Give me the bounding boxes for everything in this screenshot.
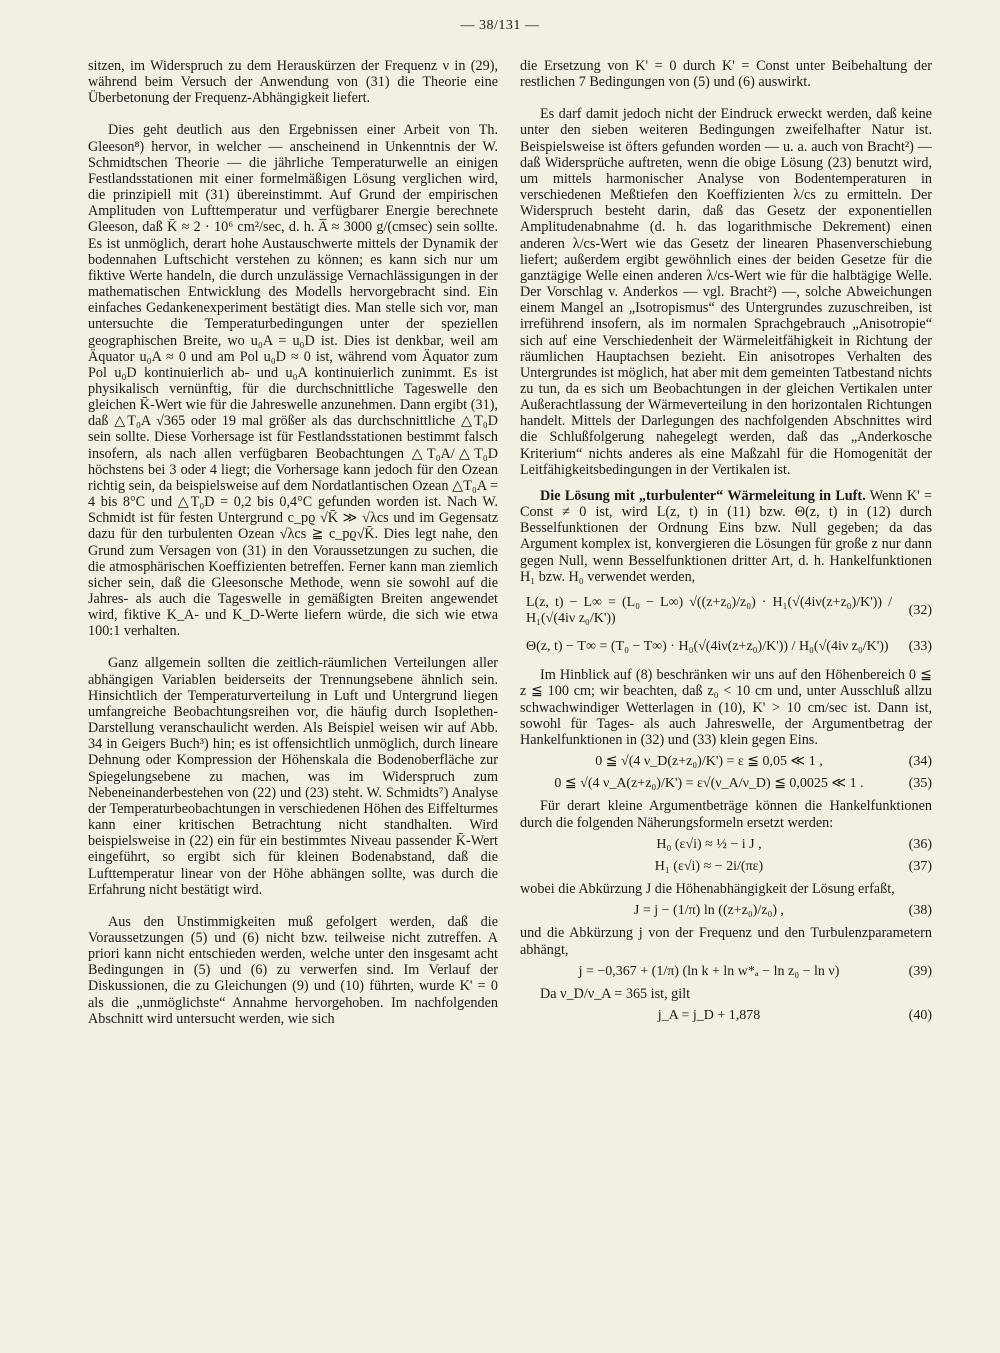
- equation-40: [520, 1008, 932, 1024]
- equation-number: (35): [908, 776, 932, 792]
- equation-body: H₁ (ε√i) ≈ − 2i/(πε): [654, 858, 764, 874]
- paragraph: Es darf damit jedoch nicht der Eindruck erweckt werden, daß keine unter den sieben weiteren Bedingungen zweifelhafter Natur ist. Beispielsweise ist öfters gefunden worden — u. a. auch von Bracht²) — daß Widersprüche auftreten, wenn die obige Lösung (23) benutzt wird, um mittels harmonischer Analyse von Bodentemperaturen in verschiedenen Meßtiefen den Koeffizienten λ/cs zu ermitteln. Der Widerspruch besteht darin, daß das Gesetz der exponentiellen Amplitudenabnahme (d. h. das logarithmische Dekrement) einen anderen λ/cs-Wert wie das Gesetz der linearen Phasenverschiebung liefert; außerdem ergibt gewöhnlich eines der beiden Gesetze für die ganztägige Welle einen anderen λ/cs-Wert wie für die halbtägige Welle. Der Vorschlag v. Anderkos — vgl. Bracht²) —, solche Abweichungen einem Mangel an „Isotropismus“ des Untergrundes zuzuschreiben, ist irreführend insofern, als im normalen Sprachgebrauch „Anisotropie“ sich auf eine Verschiedenheit der Wärmeleitfähigkeit in Richtung der räumlichen Hauptachsen bezieht. Ein anisotropes Verhalten des Untergrundes ist möglich, hat aber mit dem gemeinten Tatbestand nichts zu tun, da es sich um Beobachtungen in der gleichen Vertikalen unter Außerachtlassung der Wärmeverteilung in den horizontalen Richtungen handelt. Mittels der Darlegungen des nachfolgenden Abschnittes wird die Schlußfolgerung nahegelegt werden, daß das „Anderkosche Kriterium“ nichts anderes als eine Maßzahl für die Homogenität der Leitfähigkeitsbedingungen in der Vertikalen ist.: [520, 106, 932, 478]
- page-number: — 38/131 —: [460, 18, 540, 33]
- paragraph: Ganz allgemein sollten die zeitlich-räumlichen Verteilungen aller abhängigen Variablen beiderseits der Trennungsebene ähnlich sein. Hinsichtlich der Temperaturverteilung in Luft und Untergrund liegen umfangreiche Beobachtungsreihen vor, die häufig durch Isoplethen-Darstellung veranschaulicht werden. Als Beispiel weisen wir auf Abb. 34 in Geigers Buch³) hin; es ist offensichtlich unmöglich, durch lineare Dehnung oder Kompression der Höhenskala die Bodenoberfläche zur Spiegelungsebene zu machen, was im Widerspruch zum Nebeneinanderbestehen von (22) und (23) steht. W. Schmidts⁷) Analyse der Temperaturbeobachtungen in verschiedenen Höhen des Eiffelturmes kann einer kritischen Betrachtung nicht standhalten. Wird beispielsweise in (22) ein für ein bestimmtes Niveau passender K̄-Wert eingeführt, so ergibt sich für kleinen Bodenabstand, daß die Lufttemperatur linear von der Höhe abhängen sollte, was durch die Erfahrung nicht bestätigt wird.: [88, 655, 498, 898]
- equation-39: [520, 964, 932, 980]
- paragraph: und die Abkürzung j von der Frequenz und den Turbulenzparametern abhängt,: [520, 925, 932, 958]
- equation-body: 0 ≦ √(4 ν_A(z+z₀)/K') = ε√(ν_A/ν_D) ≦ 0,0025 ≪ 1 .: [554, 776, 864, 792]
- equation-35: [520, 776, 932, 792]
- paragraph: die Ersetzung von K' = 0 durch K' = Const unter Beibehaltung der restlichen 7 Bedingungen von (5) und (6) auswirkt.: [520, 58, 932, 91]
- paragraph-text: Wenn K' = Const ≠ 0 ist, wird L(z, t) in (11) bzw. Θ(z, t) in (12) durch Besselfunktionen der Ordnung Eins bzw. Null gegeben; da das Argument komplex ist, konvergieren die Lösungen für große z nur dann gegen Null, wenn Besselfunktionen dritter Art, d. h. Hankelfunktionen H₁ bzw. H₀ verwendet werden,: [520, 487, 932, 585]
- equation-body: H₀ (ε√i) ≈ ½ − i J ,: [656, 836, 762, 852]
- equation-32: [520, 595, 932, 627]
- equation-number: (39): [908, 963, 932, 979]
- paragraph: Da ν_D/ν_A = 365 ist, gilt: [540, 985, 691, 1002]
- equation-37: [520, 859, 932, 875]
- equation-34: [520, 754, 932, 770]
- equation-body: J = j − (1/π) ln ((z+z₀)/z₀) ,: [633, 903, 785, 919]
- equation-body: j_A = j_D + 1,878: [657, 1007, 761, 1023]
- paragraph: wobei die Abkürzung J die Höhenabhängigkeit der Lösung erfaßt,: [520, 881, 895, 898]
- equation-38: [520, 903, 932, 919]
- equation-number: (34): [908, 754, 932, 770]
- equation-number: (32): [908, 602, 932, 618]
- paragraph: Aus den Unstimmigkeiten muß gefolgert werden, daß die Voraussetzungen (5) und (6) nicht bzw. teilweise nicht zutreffen. A priori kann nicht entschieden werden, welche unter den insgesamt acht Bedingungen in (5) und (6) zu verwerfen sind. Im Verlauf der Diskussionen, die zu Gleichungen (9) und (10) führten, wurde K' = 0 als die „unmöglichste“ Annahme hervorgehoben. Im nachfolgenden Abschnitt wird untersucht werden, wie sich: [88, 913, 498, 1027]
- equation-number: (37): [908, 858, 932, 874]
- paragraph: Dies geht deutlich aus den Ergebnissen einer Arbeit von Th. Gleeson⁸) hervor, in welcher — anscheinend in Unkenntnis der W. Schmidtschen Theorie — die jährliche Temperaturwelle an einigen Festlandsstationen mit einer formelmäßigen Lösung verglichen wird, die prinzipiell mit (31) übereinstimmt. Auf Grund der empirischen Amplituden von Lufttemperatur und verfügbarer Energie berechnete Gleeson, daß K̄ ≈ 2 · 10⁶ cm²/sec, d. h. A̅ ≈ 3000 g/(cmsec) sein sollte. Es ist unmöglich, derart hohe Austauschwerte mittels der Dynamik der bodennahen Luftschicht verstehen zu können; es kann sich nur um fiktive Werte handeln, die durch unzulässige Vernachlässigungen in der mathematischen Entwicklung des Modells hervorgebracht sind. Ein einfaches Gedankenexperiment bestätigt dies. Man stelle sich vor, man untersuchte die Temperaturbedingungen unter der speziellen geographischen Breite, wo u₀A = u₀D ist. Dies ist denkbar, weil am Äquator u₀A ≈ 0 und am Pol u₀D ≈ 0 ist, während vom Äquator zum Pol u₀D kontinuierlich ab- und u₀A kontinuierlich zunimmt. Es ist physikalisch vernünftig, für die durchschnittliche Tageswelle den gleichen K̄-Wert wie für die Jahreswelle anzunehmen. Dann ergibt (31), daß △T₀A √365 oder 19 mal größer als das durchschnittliche △T₀D sein sollte. Diese Vorhersage ist für Festlandsstationen bestimmt falsch insofern, als nach allen verfügbaren Beobachtungen △T₀A/△T₀D höchstens bei 3 oder 4 liegt; die Vorhersage kann jedoch für den Ozean richtig sein, da beispielsweise auf dem Nordatlantischen Ozean △T₀A = 4 bis 8°C und △T₀D = 0,2 bis 0,4°C gefunden worden ist. Nach W. Schmidt ist für festen Untergrund c_pϱ √K̄ ≫ √λcs und im Gegensatz dazu für den turbulenten Ozean √λcs ≧ c_pϱ√K̄. Dies legt nahe, den Grund zum Versagen von (31) in den Voraussetzungen zu suchen, die die atmosphärischen Koeffizienten betreffen. Ferner kann man ziemlich sicher sein, daß die Gleesonsche Methode, wenn sie sowohl auf die Jahres- als auch die Tageswelle in gemäßigten Breiten angewendet wird, fiktive K_A- und K_D-Werte liefern würde, die sich wie etwa 100:1 verhalten.: [88, 122, 498, 640]
- equation-body: Θ(z, t) − T∞ = (T₀ − T∞) · H₀(√(4iν(z+z₀)/K')) / H₀(√(4iν z₀/K')): [526, 639, 889, 655]
- equation-33: [520, 639, 932, 655]
- paragraph: sitzen, im Widerspruch zu dem Herauskürzen der Frequenz ν in (29), während beim Versuch der Anwendung von (31) die Theorie eine Überbetonung der Frequenz-Abhängigkeit liefert.: [88, 58, 498, 107]
- paragraph: Im Hinblick auf (8) beschränken wir uns auf den Höhenbereich 0 ≦ z ≦ 100 cm; wir beachten, daß z₀ < 10 cm und, unter Ausschluß allzu schwachwindiger Wetterlagen in (10), K' > 10 cm/sec ist. Dann ist, sowohl für Tages- als auch Jahreswelle, der Argumentbetrag der Hankelfunktionen in (32) und (33) klein gegen Eins.: [520, 667, 932, 748]
- equation-number: (38): [908, 903, 932, 919]
- equation-body: L(z, t) − L∞ = (L₀ − L∞) √((z+z₀)/z₀) · H₁(√(4iν(z+z₀)/K')) / H₁(√(4iν z₀/K')): [526, 594, 892, 626]
- paragraph: Für derart kleine Argumentbeträge können die Hankelfunktionen durch die folgenden Näherungsformeln ersetzt werden:: [520, 798, 932, 831]
- equation-number: (40): [908, 1007, 932, 1023]
- equation-number: (33): [908, 639, 932, 655]
- section-heading: Die Lösung mit „turbulenter“ Wärmeleitung in Luft.: [540, 487, 866, 504]
- paragraph: [520, 488, 932, 585]
- equation-body: j = −0,367 + (1/π) (ln k + ln w*ₐ − ln z₀ − ln ν): [578, 963, 840, 979]
- right-column: [520, 58, 932, 1030]
- equation-body: 0 ≦ √(4 ν_D(z+z₀)/K') = ε ≦ 0,05 ≪ 1 ,: [595, 754, 823, 770]
- equation-36: [520, 837, 932, 853]
- left-column: [88, 58, 498, 1043]
- equation-number: (36): [908, 836, 932, 852]
